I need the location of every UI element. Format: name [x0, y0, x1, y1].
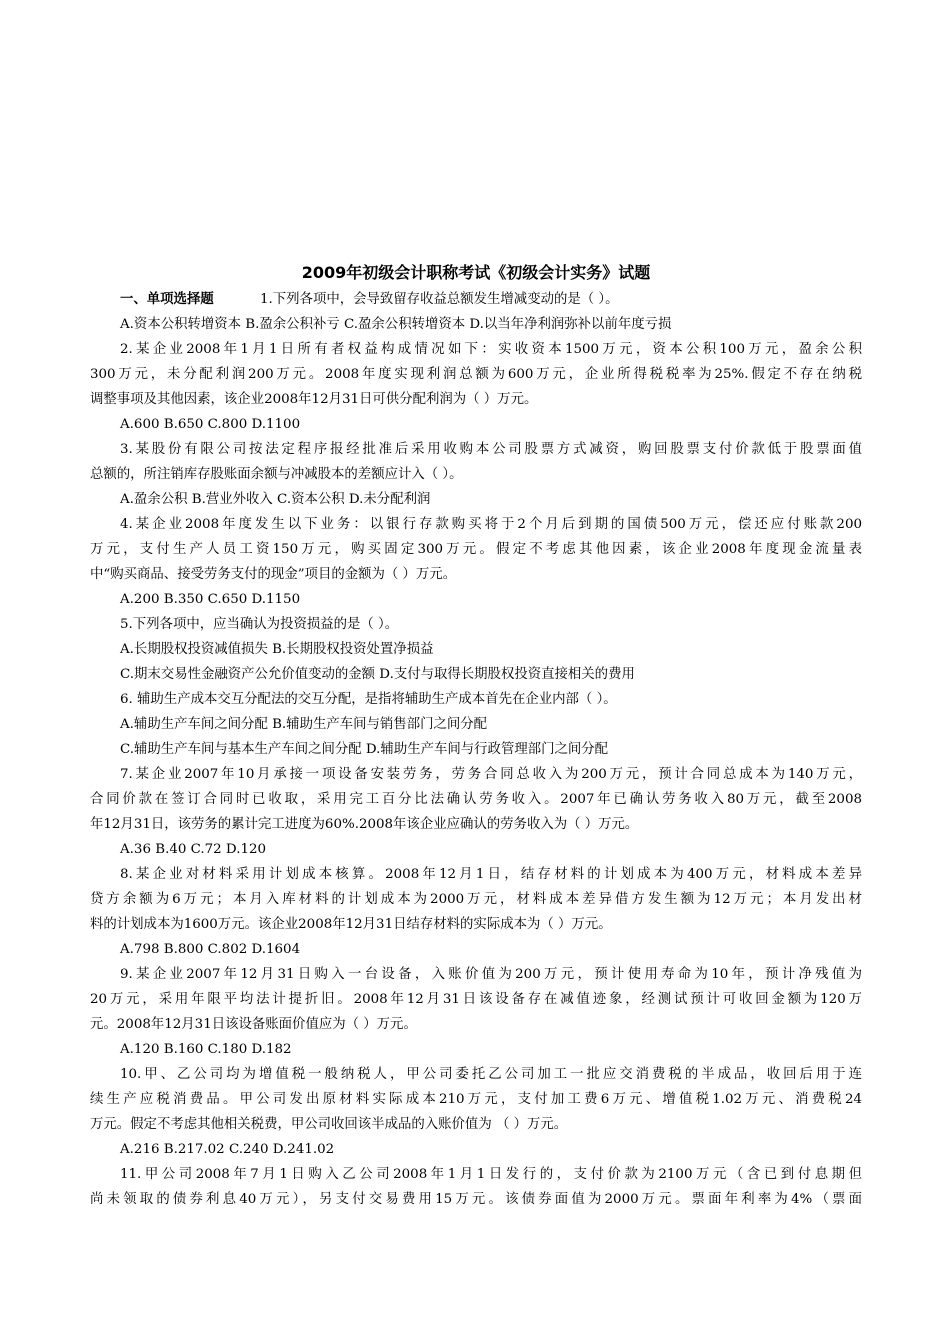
- options-line: C.辅助生产车间与基本生产车间之间分配 D.辅助生产车间与行政管理部门之间分配: [120, 742, 609, 757]
- document-title: 2009年初级会计职称考试《初级会计实务》试题: [301, 263, 651, 282]
- question-line: 总额的，所注销库存股账面余额与冲减股本的差额应计入（ ）。: [90, 467, 463, 482]
- question-line: 3.某股份有限公司按法定程序报经批准后采用收购本公司股票方式减资，购回股票支付价款低于股票面值: [120, 442, 862, 457]
- question-line: 10.甲、乙公司均为增值税一般纳税人，甲公司委托乙公司加工一批应交消费税的半成品，收回后用于连: [120, 1067, 862, 1082]
- question-line: 4.某企业2008年度发生以下业务：以银行存款购买将于2个月后到期的国债500万元，偿还应付账款200: [120, 517, 862, 532]
- question-line: 2.某企业2008年1月1日所有者权益构成情况如下：实收资本1500万元，资本公积100万元，盈余公积: [120, 342, 862, 357]
- section-heading: 一、单项选择题: [120, 292, 214, 307]
- question-line: 中“购买商品、接受劳务支付的现金”项目的金额为（ ）万元。: [90, 567, 457, 582]
- options-line: A.120 B.160 C.180 D.182: [120, 1042, 292, 1057]
- question-line: 调整事项及其他因素，该企业2008年12月31日可供分配利润为（ ）万元。: [90, 392, 538, 407]
- options-line: A.36 B.40 C.72 D.120: [120, 842, 267, 857]
- question-line: 8.某企业对材料采用计划成本核算。2008年12月1日，结存材料的计划成本为400万元，材料成本差异: [120, 867, 862, 882]
- question-line: 5.下列各项中，应当确认为投资损益的是（ ）。: [120, 617, 399, 632]
- options-line: A.200 B.350 C.650 D.1150: [120, 592, 301, 607]
- options-line: A.798 B.800 C.802 D.1604: [120, 942, 301, 957]
- question-line: 9.某企业2007年12月31日购入一台设备，入账价值为200万元，预计使用寿命为10年，预计净残值为: [120, 967, 862, 982]
- question-line: 万元，支付生产人员工资150万元，购买固定300万元。假定不考虑其他因素，该企业2008年度现金流量表: [90, 542, 862, 557]
- options-line: A.资本公积转增资本 B.盈余公积补亏 C.盈余公积转增资本 D.以当年净利润弥补以前年度亏损: [120, 317, 672, 332]
- options-line: A.216 B.217.02 C.240 D.241.02: [120, 1142, 335, 1157]
- question-line: 20万元，采用年限平均法计提折旧。2008年12月31日该设备存在减值迹象，经测试预计可收回金额为120万: [90, 992, 862, 1007]
- options-line: A.盈余公积 B.营业外收入 C.资本公积 D.未分配利润: [120, 492, 431, 507]
- question-line: 续生产应税消费品。甲公司发出原材料实际成本210万元，支付加工费6万元、增值税1.02万元、消费税24: [90, 1092, 862, 1107]
- question-line: 万元。假定不考虑其他相关税费，甲公司收回该半成品的入账价值为 （ ）万元。: [90, 1117, 568, 1132]
- options-line: A.600 B.650 C.800 D.1100: [120, 417, 301, 432]
- question-line: 元。2008年12月31日该设备账面价值应为（ ）万元。: [90, 1017, 417, 1032]
- options-line: C.期末交易性金融资产公允价值变动的金额 D.支付与取得长期股权投资直接相关的费用: [120, 667, 635, 682]
- options-line: A.长期股权投资减值损失 B.长期股权投资处置净损益: [120, 642, 434, 657]
- question-line: 年12月31日，该劳务的累计完工进度为60%.2008年该企业应确认的劳务收入为（ ）万元。: [90, 817, 639, 832]
- question-line: 11.甲公司2008年7月1日购入乙公司2008年1月1日发行的，支付价款为2100万元（含已到付息期但: [120, 1167, 862, 1182]
- options-line: A.辅助生产车间之间分配 B.辅助生产车间与销售部门之间分配: [120, 717, 488, 732]
- question-line: 300万元，未分配利润200万元。2008年度实现利润总额为600万元，企业所得税税率为25%.假定不存在纳税: [90, 367, 862, 382]
- question-line: 贷方余额为6万元；本月入库材料的计划成本为2000万元，材料成本差异借方发生额为12万元；本月发出材: [90, 892, 862, 907]
- question-line: 6. 辅助生产成本交互分配法的交互分配，是指将辅助生产成本首先在企业内部（ ）。: [120, 692, 617, 707]
- question-line: [90, 287, 862, 312]
- question-line: 料的计划成本为1600万元。该企业2008年12月31日结存材料的实际成本为（ ）万元。: [90, 917, 612, 932]
- document-page: [90, 262, 862, 1212]
- question-line: 合同价款在签订合同时已收取，采用完工百分比法确认劳务收入。2007年已确认劳务收入80万元，截至2008: [90, 792, 862, 807]
- question-text: 1.下列各项中，会导致留存收益总额发生增减变动的是（ ）。: [260, 292, 619, 307]
- question-line: 7.某企业2007年10月承接一项设备安装劳务，劳务合同总收入为200万元，预计合同总成本为140万元，: [120, 767, 862, 782]
- question-line: 尚未领取的债券利息40万元），另支付交易费用15万元。该债券面值为2000万元。票面年利率为4%（票面: [90, 1192, 862, 1207]
